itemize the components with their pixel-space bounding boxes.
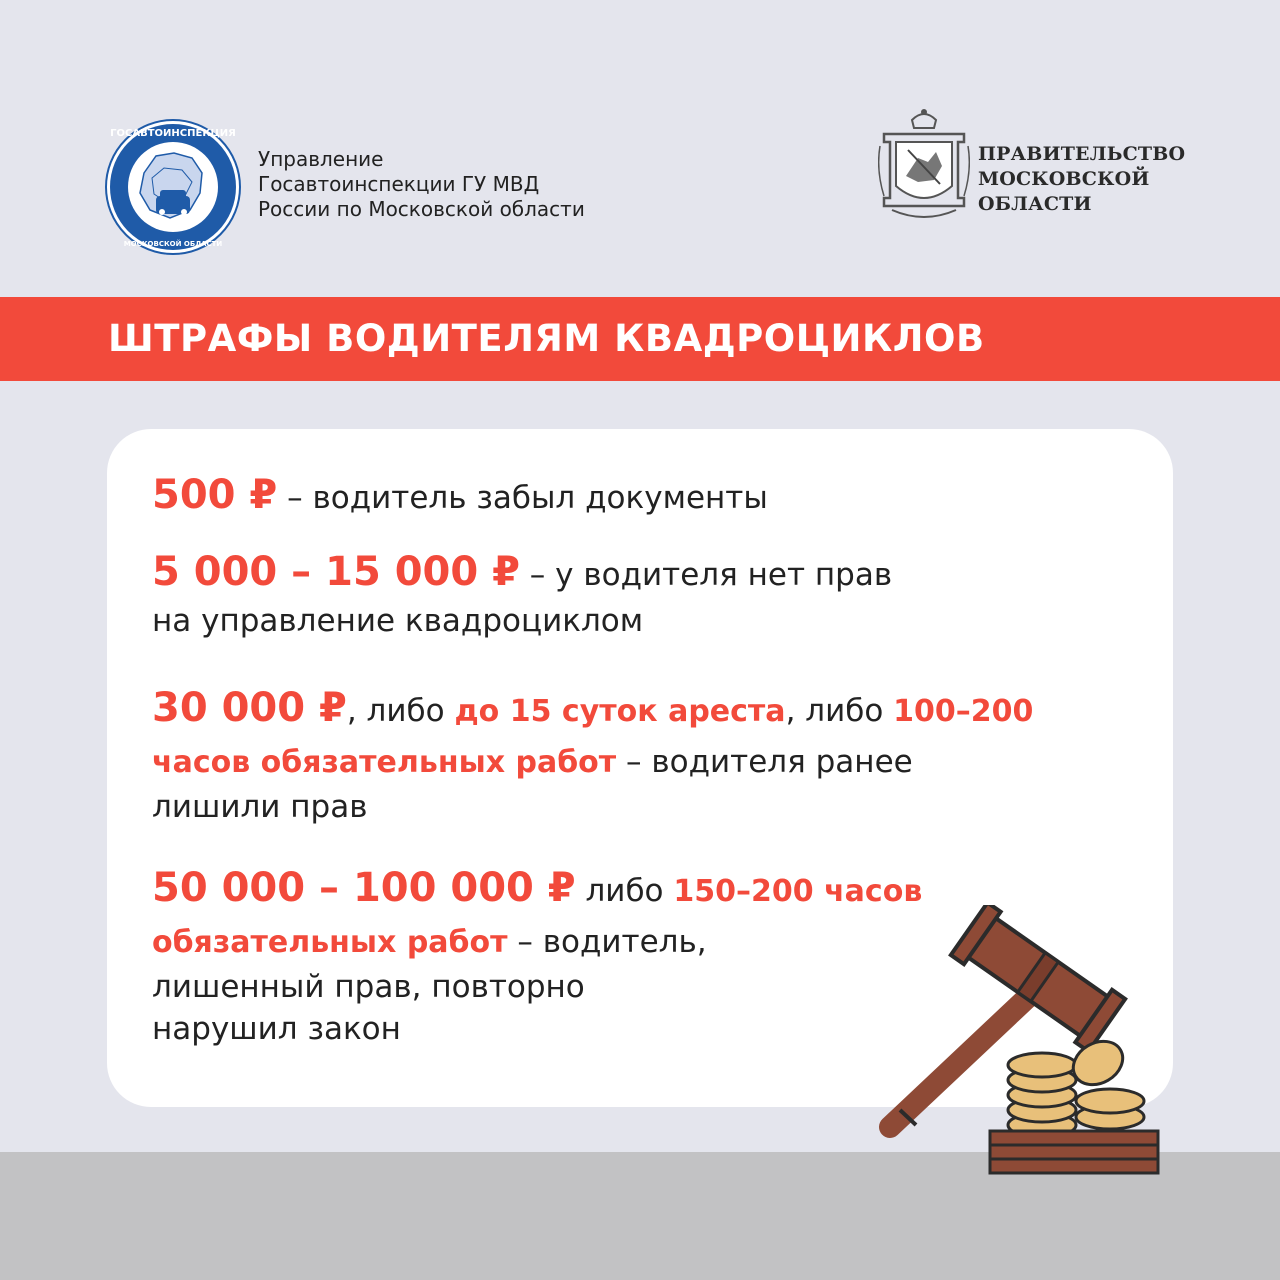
gai-ring-text-top: ГОСАВТОИНСПЕКЦИЯ — [110, 128, 236, 139]
fine-accent: до 15 суток ареста — [454, 694, 786, 729]
fine-description: лишили прав — [152, 789, 368, 825]
fine-accent: 100–200 — [893, 694, 1034, 729]
fine-separator: , либо — [346, 693, 455, 729]
government-name — [978, 142, 1185, 217]
gai-org-line: Госавтоинспекции ГУ МВД — [258, 172, 540, 196]
gai-organization-name — [258, 147, 585, 222]
fine-separator: либо — [575, 873, 674, 909]
fine-item — [152, 861, 922, 1050]
moscow-region-coat-of-arms-icon — [878, 106, 970, 226]
fine-amount: 500 ₽ — [152, 472, 278, 518]
page-title: ШТРАФЫ ВОДИТЕЛЯМ КВАДРОЦИКЛОВ — [108, 317, 985, 360]
fine-separator: , либо — [785, 693, 894, 729]
gai-org-line: России по Московской области — [258, 197, 585, 221]
fine-item — [152, 467, 768, 526]
gov-line: МОСКОВСКОЙ — [978, 168, 1150, 190]
fine-accent: обязательных работ — [152, 925, 508, 960]
fine-amount: 5 000 – 15 000 ₽ — [152, 549, 520, 595]
title-banner — [0, 297, 1280, 381]
fine-description: – водитель забыл документы — [277, 480, 768, 516]
gov-line: ОБЛАСТИ — [978, 193, 1092, 215]
gai-org-line: Управление — [258, 147, 384, 171]
fine-accent: 150–200 часов — [673, 874, 923, 909]
fine-description: лишенный прав, повторно — [152, 969, 585, 1005]
fine-item — [152, 681, 1033, 828]
fine-accent: часов обязательных работ — [152, 745, 617, 780]
fine-item — [152, 549, 892, 644]
fine-description: – водитель, — [507, 924, 707, 960]
fine-description: – у водителя нет прав — [519, 557, 893, 593]
fine-description: нарушил закон — [152, 1011, 401, 1047]
fine-description: – водителя ранее — [616, 744, 913, 780]
gai-ring-text-bottom: МОСКОВСКОЙ ОБЛАСТИ — [123, 240, 223, 248]
gavel-with-coins-icon — [870, 905, 1170, 1180]
gai-badge-icon — [104, 118, 242, 256]
fine-description: на управление квадроциклом — [152, 603, 644, 639]
fine-amount: 30 000 ₽ — [152, 685, 347, 731]
fine-amount: 50 000 – 100 000 ₽ — [152, 865, 576, 911]
gov-line: ПРАВИТЕЛЬСТВО — [978, 143, 1186, 165]
